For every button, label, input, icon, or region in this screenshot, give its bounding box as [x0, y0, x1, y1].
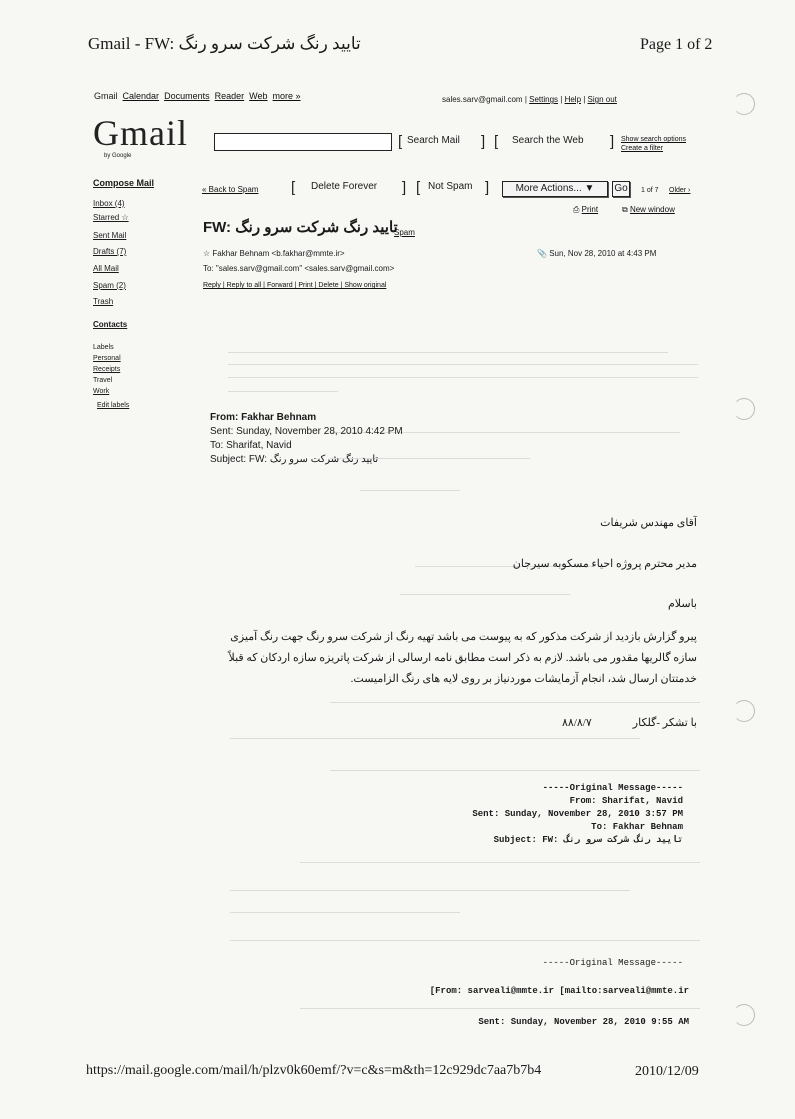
- label-receipts[interactable]: Receipts: [93, 366, 121, 373]
- gmail-logo: Gmail: [93, 113, 188, 153]
- sidebar-item-inbox[interactable]: Inbox (4): [93, 199, 125, 208]
- edit-labels-link[interactable]: Edit labels: [97, 402, 130, 409]
- forward-header: [210, 411, 403, 467]
- sidebar-item-starred[interactable]: Starred ☆: [93, 213, 129, 222]
- chevron-down-icon: ▼: [584, 183, 595, 194]
- forward-subject: Subject: FW: تایید رنگ شرکت سرو رنگ: [210, 454, 379, 465]
- delete-forever-button[interactable]: Delete Forever: [311, 181, 378, 192]
- message-date: 📎 Sun, Nov 28, 2010 at 4:43 PM: [537, 249, 657, 258]
- back-to-spam-link[interactable]: « Back to Spam: [202, 185, 259, 194]
- body-date-code: ۸۸/۸/۷: [562, 717, 592, 729]
- search-mail-button[interactable]: Search Mail: [407, 135, 460, 146]
- settings-link[interactable]: Settings: [529, 95, 559, 104]
- older-link[interactable]: Older ›: [669, 187, 691, 194]
- account-bar: sales.sarv@gmail.com | Settings | Help | Sign out: [442, 95, 617, 104]
- search-input[interactable]: [214, 133, 392, 151]
- spam-tag[interactable]: Spam: [394, 228, 415, 237]
- go-button[interactable]: Go: [612, 181, 630, 197]
- more-actions-label: More Actions...: [515, 183, 582, 194]
- original-divider: -----Original Message-----: [542, 783, 683, 793]
- help-link[interactable]: Help: [564, 95, 582, 104]
- message-subject: FW: تایید رنگ شرکت سرو رنگ: [203, 219, 398, 236]
- contacts-link[interactable]: Contacts: [93, 320, 128, 329]
- print-link[interactable]: [573, 205, 598, 215]
- print-link-label: Print: [581, 205, 599, 214]
- nav-link-gmail[interactable]: Gmail: [94, 91, 118, 101]
- message-actions[interactable]: Reply | Reply to all | Forward | Print | Delete | Show original: [203, 282, 387, 289]
- footer-url: https://mail.google.com/mail/h/plzv0k60emf/?v=c&s=m&th=12c929dc7aa7b7b4: [86, 1063, 542, 1078]
- punch-hole: [733, 398, 755, 420]
- body-salutation: باسلام: [667, 598, 697, 610]
- body-paragraph: پیرو گزارش بازدید از شرکت مذکور که به پیوست می باشد تهیه رنگ از شرکت سرو رنگ جهت رنگ آمیزی سازه گالریها مقدور می باشد. لازم به ذکر است مطابق نامه ارسالی از شرکت پاتریزه سازه اردکان که قبلاً خدمتتان ارسال شد، انجام آزمایشات موردنیاز بر روی لایه های رنگ الزامیست.: [228, 631, 697, 685]
- new-window-icon: ⧉: [622, 205, 628, 214]
- message-count: 1 of 7: [641, 187, 659, 194]
- nav-link-documents[interactable]: Documents: [164, 91, 210, 101]
- nav-link-more[interactable]: more »: [272, 91, 301, 101]
- punch-hole: [733, 93, 755, 115]
- nav-link-calendar[interactable]: Calendar: [122, 91, 160, 101]
- punch-hole: [733, 1004, 755, 1026]
- sender-name: Fakhar Behnam <b.fakhar@mmte.ir>: [212, 249, 345, 258]
- logo-tagline: by Google: [104, 153, 132, 159]
- page-number: Page 1 of 2: [640, 36, 713, 53]
- label-personal[interactable]: Personal: [93, 355, 121, 362]
- body-recipient-title: مدیر محترم پروژه احیاء مسکوبه سیرجان: [512, 558, 697, 570]
- not-spam-button[interactable]: Not Spam: [428, 181, 473, 192]
- label-travel[interactable]: Travel: [93, 377, 113, 384]
- forward-to: To: Sharifat, Navid: [210, 440, 292, 451]
- sidebar-item-spam[interactable]: Spam (2): [93, 281, 126, 290]
- star-icon[interactable]: ☆: [203, 249, 211, 258]
- sidebar-item-trash[interactable]: Trash: [93, 297, 114, 306]
- recipient-line: To: "sales.sarv@gmail.com" <sales.sarv@gmail.com>: [203, 264, 395, 273]
- compose-mail-link[interactable]: Compose Mail: [93, 178, 155, 188]
- sign-out-link[interactable]: Sign out: [587, 95, 617, 104]
- sidebar-item-all-mail[interactable]: All Mail: [93, 264, 119, 273]
- original-to: To: Fakhar Behnam: [591, 822, 683, 832]
- original-divider-2: -----Original Message-----: [542, 958, 683, 968]
- printer-icon: ⎙: [573, 205, 580, 214]
- original-from-2: [From: sarveali@mmte.ir [mailto:sarveali@mmte.ir: [429, 986, 689, 996]
- original-subject: Subject: FW: تایید رنگ شرکت سرو رنگ: [493, 835, 683, 845]
- account-email: sales.sarv@gmail.com: [442, 95, 523, 104]
- sidebar-item-drafts[interactable]: Drafts (7): [93, 247, 127, 256]
- nav-link-reader[interactable]: Reader: [214, 91, 245, 101]
- original-from: From: Sharifat, Navid: [569, 796, 683, 806]
- search-options-link[interactable]: Show search options: [621, 136, 686, 143]
- original-message-1: [472, 782, 683, 847]
- footer-date: 2010/12/09: [635, 1064, 699, 1079]
- body-closing: با تشکر -گلکار: [632, 717, 697, 729]
- nav-link-web[interactable]: Web: [249, 91, 268, 101]
- forward-sent: Sent: Sunday, November 28, 2010 4:42 PM: [210, 426, 403, 437]
- search-web-button[interactable]: Search the Web: [512, 135, 584, 146]
- new-window-link[interactable]: [622, 205, 675, 215]
- new-window-link-label: New window: [629, 205, 675, 214]
- top-nav: [94, 91, 301, 101]
- sender-line: [203, 249, 345, 258]
- body-greeting: آقای مهندس شریفات: [600, 517, 697, 529]
- sidebar-item-sent[interactable]: Sent Mail: [93, 231, 127, 240]
- attachment-icon: 📎: [537, 249, 547, 258]
- forward-from: From: Fakhar Behnam: [210, 412, 317, 423]
- more-actions-select[interactable]: [502, 181, 608, 197]
- original-sent-2: Sent: Sunday, November 28, 2010 9:55 AM: [478, 1017, 689, 1027]
- label-work[interactable]: Work: [93, 388, 110, 395]
- labels-heading: Labels: [93, 344, 114, 351]
- page-title: Gmail - FW: تایید رنگ شرکت سرو رنگ: [88, 34, 361, 53]
- original-sent: Sent: Sunday, November 28, 2010 3:57 PM: [472, 809, 683, 819]
- punch-hole: [733, 700, 755, 722]
- create-filter-link[interactable]: Create a filter: [621, 145, 664, 152]
